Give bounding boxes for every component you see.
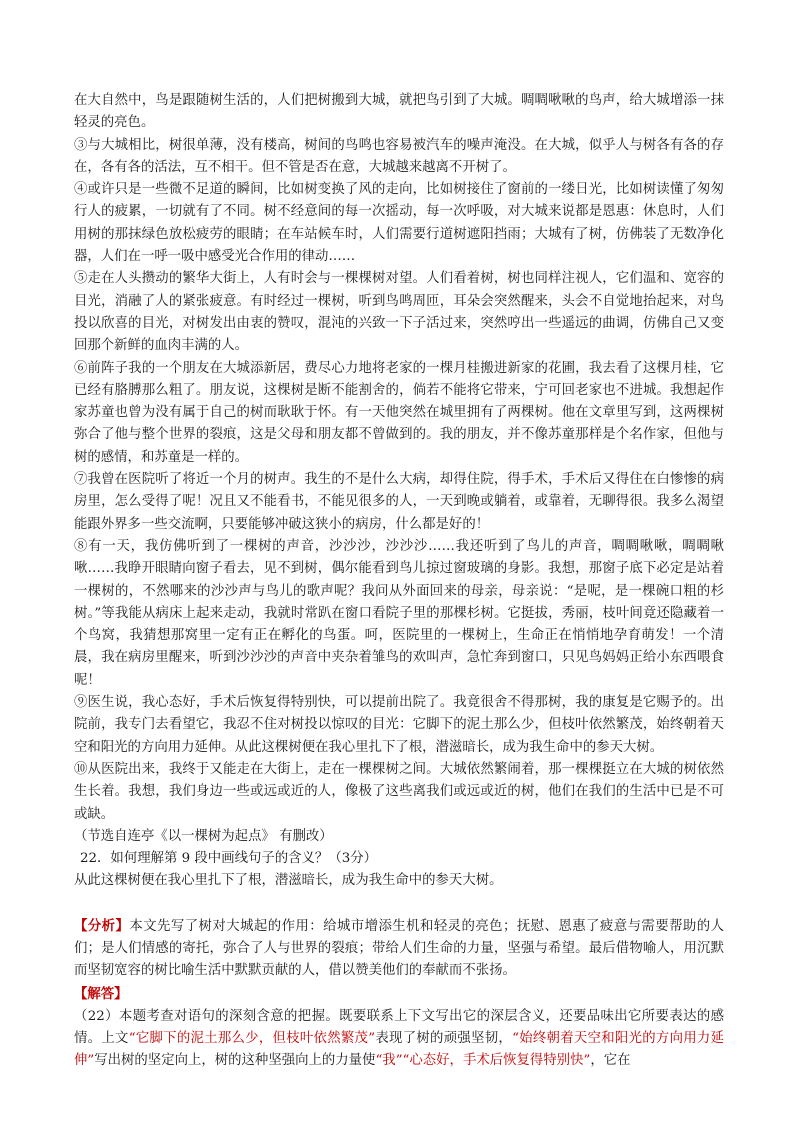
solution-quote-2: “始终朝着天空和阳光的方向用力延伸”: [74, 1031, 724, 1069]
solution-quote-3: “我”“心态好，手术后恢复得特别快”: [375, 1053, 591, 1069]
document-page: [74, 90, 724, 1073]
paragraph-9: ⑨医生说，我心态好，手术后恢复得特别快，可以提前出院了。我竟很舍不得那树，我的康复是它赐予的。出院前，我专门去看望它，我忍不住对树投以惊叹的目光：它脚下的泥土那么少，但枝叶依然繁茂，始终朝着天空和阳光的方向用力延伸。从此这棵树便在我心里扎下了根，潜滋暗长，成为我生命中的参天大树。: [74, 695, 724, 755]
solution-quote-1: “它脚下的泥土那么少，但枝叶依然繁茂”: [128, 1031, 376, 1047]
solution-part-2: 表现了树的顽强坚韧，: [375, 1031, 513, 1047]
answer-text: 从此这棵树便在我心里扎下了根，潜滋暗长，成为我生命中的参天大树。: [74, 873, 503, 889]
solution-part-4: ，它在: [590, 1053, 631, 1069]
analysis-label: 【分析】: [74, 917, 130, 934]
paragraph-8: ⑧有一天，我仿佛听到了一棵树的声音，沙沙沙，沙沙沙……我还听到了鸟儿的声音，啁啁啾啾，啁啁啾啾……我睁开眼睛向窗子看去，见不到树，偶尔能看到鸟儿掠过窗玻璃的身影。我想，那窗子底下必定是站着一棵树的，不然哪来的沙沙声与鸟儿的歌声呢？我问从外面回来的母亲，母亲说：“是呢，是一棵碗口粗的杉树。”等我能从病床上起来走动，我就时常趴在窗口看院子里的那棵杉树。它挺拔，秀丽，枝叶间竟还隐藏着一个鸟窝，我猜想那窝里一定有正在孵化的鸟蛋。呵，医院里的一棵树上，生命正在悄悄地孕育萌发！一个清晨，我在病房里醒来，听到沙沙沙的声音中夹杂着雏鸟的欢叫声，急忙奔到窗口，只见鸟妈妈正给小东西喂食呢！: [74, 538, 724, 688]
paragraph-10: ⑩从医院出来，我终于又能走在大街上，走在一棵棵树之间。大城依然繁闹着，那一棵棵挺立在大城的树依然生长着。我想，我们身边一些或远或近的人，像极了这些离我们或远或近的树，他们在我们的生活中已是不可或缺。: [74, 761, 724, 822]
solution-label: 【解答】: [74, 985, 128, 1002]
paragraph-5: ⑤走在人头攒动的繁华大街上，人有时会与一棵棵树对望。人们看着树，树也同样注视人，它们温和、宽容的目光，消融了人的紧张疲意。有时经过一棵树，听到鸟鸣周匝，耳朵会突然醒来，头会不自觉地抬起来，对鸟投以欣喜的目光，对树发出由衷的赞叹，混沌的兴致一下子活过来，突然哼出一些遥远的曲调，仿佛自己又变回那个新鲜的血肉丰满的人。: [74, 271, 724, 354]
analysis-text: 本文先写了树对大城起的作用：给城市增添生机和轻灵的亮色；抚慰、恩惠了疲意与需要帮助的人们；是人们情感的寄托，弥合了人与世界的裂痕；带给人们生命的力量，坚强与希望。最后借物喻人，用沉默而坚韧宽容的树比喻生活中默默贡献的人，借以赞美他们的奉献而不张扬。: [74, 918, 724, 979]
paragraph-intro: 在大自然中，鸟是跟随树生活的，人们把树搬到大城，就把鸟引到了大城。啁啁啾啾的鸟声，给大城增添一抹轻灵的亮色。: [74, 93, 724, 131]
analysis-section: [74, 915, 724, 983]
question-22: 22．如何理解第 9 段中画线句子的含义？（3分）: [80, 851, 378, 867]
spacer: [74, 893, 724, 915]
paragraph-4: ④或许只是一些微不足道的瞬间，比如树变换了风的走向，比如树接住了窗前的一缕日光，比如树读懂了匆匆行人的疲累，一切就有了不同。树不经意间的每一次摇动，每一次呼吸，对大城来说都是恩惠：休息时，人们用树的那抹绿色放松疲劳的眼睛；在车站候车时，人们需要行道树遮阳挡雨；大城有了树，仿佛装了无数净化器，人们在一呼一吸中感受光合作用的律动……: [74, 182, 724, 265]
paragraph-7: ⑦我曾在医院听了将近一个月的树声。我生的不是什么大病，却得住院，得手术，手术后又得住在白惨惨的病房里，怎么受得了呢！况且又不能看书，不能见很多的人，一天到晚或躺着，或靠着，无聊得很。我多么渴望能跟外界多一些交流啊，只要能够冲破这狭小的病房，什么都是好的！: [74, 472, 724, 532]
solution-heading: [74, 983, 724, 1006]
solution-text: [74, 1006, 724, 1073]
paragraph-3: ③与大城相比，树很单薄，没有楼高，树间的鸟鸣也容易被汽车的噪声淹没。在大城，似乎人与树各有各的存在，各有各的活法，互不相干。但不管是否在意，大城越来越离不开树了。: [74, 137, 724, 175]
solution-part-3: 写出树的坚定向上，树的这种坚强向上的力量使: [94, 1053, 376, 1069]
paragraph-6: ⑥前阵子我的一个朋友在大城添新居，费尽心力地将老家的一棵月桂搬进新家的花圃，我去看了这棵月桂，它已经有胳膊那么粗了。朋友说，这棵树是断不能割舍的，倘若不能将它带来，宁可回老家也不进城。我想起作家苏童也曾为没有属于自己的树而耿耿于怀。有一天他突然在城里拥有了两棵树。他在文章里写到，这两棵树弥合了他与整个世界的裂痕，这是父母和朋友都不曾做到的。我的朋友，并不像苏童那样是个名作家，但他与树的感情，和苏童是一样的。: [74, 360, 724, 465]
source-citation: （节选自连亭《以一棵树为起点》 有删改）: [74, 828, 333, 844]
solution-part-1: （22）本题考查对语句的深刻含意的把握。既要联系上下文写出它的深层含义，还要品味出它所要表达的感情。上文: [74, 1008, 724, 1047]
